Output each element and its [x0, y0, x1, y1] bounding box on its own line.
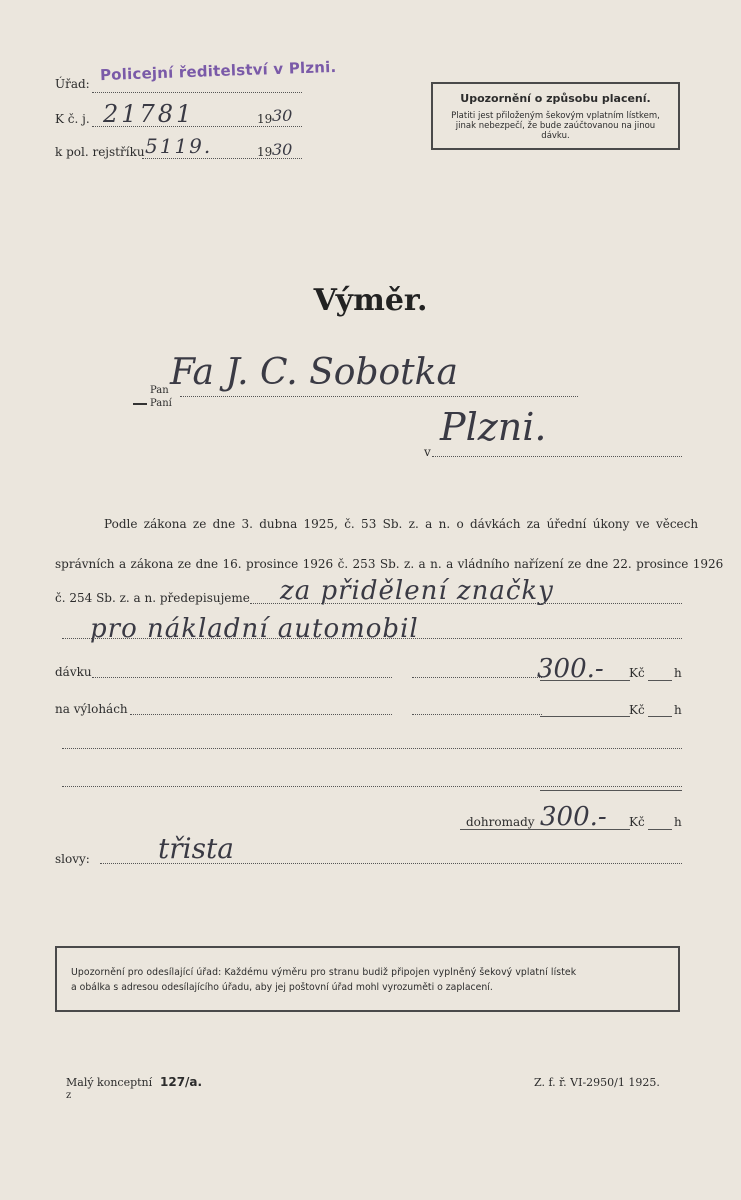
rejstrik-value: 5119. [145, 134, 213, 158]
kcj-year: 30 [272, 106, 293, 125]
sender-notice-line2: a obálka s adresou odesílajícího úřadu, aby jej poštovní úřad mohl vyrozuměti o zaplacení. [71, 982, 493, 993]
payment-notice-text [433, 111, 678, 141]
sender-notice-line1: Upozornění pro odesílající úřad: Každému výměru pro stranu budiž připojen vyplněný šekový vplatní lístek [71, 967, 577, 978]
davku-value-line [540, 680, 630, 681]
rejstrik-year: 30 [272, 140, 293, 159]
recipient-place-line [432, 456, 682, 457]
dohromady-value: 300.- [540, 802, 607, 832]
davku-hal-line [648, 680, 672, 681]
vylohach-leader-1 [130, 714, 392, 715]
purpose-line2-underline [62, 638, 682, 639]
form-label: Malý konceptní [66, 1076, 153, 1089]
payment-notice-title: Upozornění o způsobu placení. [460, 92, 651, 105]
blank-line-1 [62, 748, 682, 749]
document-title: Výměr. [313, 283, 428, 318]
kcj-year-prefix: 19 [257, 112, 273, 126]
purpose-line1: za přidělení značky [280, 576, 554, 606]
purpose-line2: pro nákladní automobil [90, 614, 419, 644]
vylohach-hal-line [648, 716, 672, 717]
body-line3: č. 254 Sb. z. a n. předepisujeme [55, 591, 250, 605]
payment-notice-line3: dávku. [541, 131, 570, 141]
dohromady-hal-line [648, 829, 672, 830]
davku-currency: Kč [629, 666, 645, 680]
vylohach-value-line [540, 716, 630, 717]
pani-label: Paní [150, 398, 172, 409]
dohromady-line [460, 829, 630, 830]
sum-rule [540, 790, 682, 791]
davku-hal: h [674, 666, 682, 680]
davku-leader-2 [412, 677, 542, 678]
kcj-label: K č. j. [55, 112, 90, 126]
pan-pani-dash [133, 403, 147, 405]
davku-label: dávku [55, 665, 92, 679]
body-line2: správních a zákona ze dne 16. prosince 1926 č. 253 Sb. z. a n. a vládního nařízení ze dne 22. prosince 1926 [55, 557, 724, 571]
pan-label: Pan [150, 385, 169, 396]
v-label: v [424, 445, 431, 459]
slovy-value: třista [158, 832, 234, 865]
sender-notice-box [55, 946, 680, 1012]
vylohach-leader-2 [412, 714, 542, 715]
recipient-place: Plzni. [440, 405, 547, 449]
payment-notice-box [431, 82, 680, 150]
form-sub: z [66, 1090, 72, 1101]
office-stamp: Policejní ředitelství v Plzni. [99, 57, 337, 85]
purpose-line1-underline [250, 603, 682, 604]
urad-label: Úřad: [55, 77, 90, 91]
dohromady-hal: h [674, 815, 682, 829]
vylohach-currency: Kč [629, 703, 645, 717]
na-vylohach-label: na výlohách [55, 702, 128, 716]
slovy-line [100, 863, 682, 864]
rejstrik-year-prefix: 19 [257, 145, 273, 159]
form-number: 127/a. [160, 1075, 203, 1089]
kcj-value: 21781 [103, 100, 195, 128]
dohromady-label: dohromady [466, 815, 535, 829]
recipient-name: Fa J. C. Sobotka [170, 352, 458, 393]
urad-line [92, 92, 302, 93]
recipient-name-line [180, 396, 578, 397]
kcj-line [92, 126, 302, 127]
body-line1: Podle zákona ze dne 3. dubna 1925, č. 53 Sb. z. a n. o dávkách za úřední úkony ve věcech [104, 517, 699, 531]
dohromady-currency: Kč [629, 815, 645, 829]
payment-notice-line2: jinak nebezpečí, že bude zaúčtovanou na jinou [455, 121, 656, 131]
blank-line-2 [62, 786, 682, 787]
davku-value: 300.- [537, 654, 604, 684]
slovy-label: slovy: [55, 852, 90, 866]
decree-reference: Z. f. ř. VI-2950/1 1925. [534, 1076, 660, 1089]
vylohach-hal: h [674, 703, 682, 717]
payment-notice-line1: Platiti jest přiloženým šekovým vplatním lístkem, [451, 111, 660, 121]
davku-leader-1 [92, 677, 392, 678]
rejstrik-label: k pol. rejstříku [55, 145, 145, 159]
